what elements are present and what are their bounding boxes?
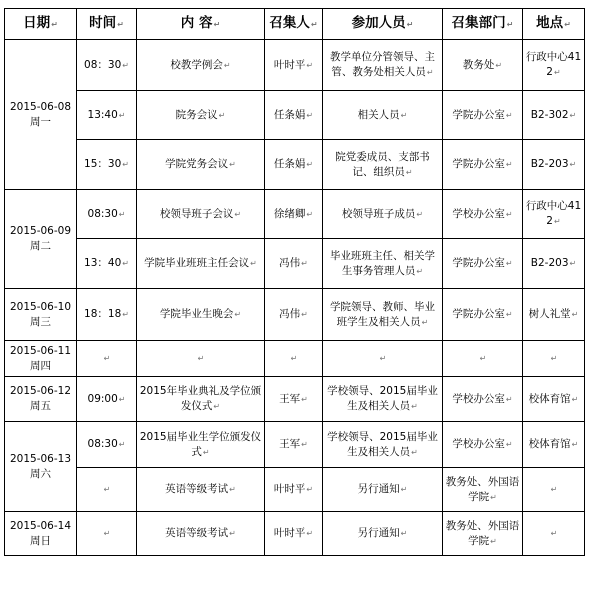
- location-cell: [523, 422, 585, 468]
- table-row: [5, 422, 585, 468]
- time-cell-text: 13:40: [87, 108, 118, 121]
- location-cell: [523, 140, 585, 190]
- header-time: 时间↵: [77, 9, 137, 40]
- dept-cell-text: 学院办公室: [452, 108, 505, 121]
- paragraph-mark-icon: ↵: [495, 60, 503, 70]
- table-row: [5, 341, 585, 377]
- location-cell: [523, 289, 585, 341]
- paragraph-mark-icon: ↵: [479, 354, 487, 363]
- attendees-cell-text: 毕业班班主任、相关学生事务管理人员: [330, 249, 435, 277]
- attendees-cell: [323, 377, 443, 422]
- date-text: 2015-06-11: [9, 344, 72, 357]
- location-cell: [523, 377, 585, 422]
- attendees-cell: [323, 190, 443, 239]
- location-cell-text: 校体育馆: [528, 438, 571, 450]
- date-text: 2015-06-10: [9, 300, 72, 313]
- dept-cell: [443, 190, 523, 239]
- paragraph-mark-icon: ↵: [416, 209, 424, 219]
- content-cell-text: 2015届毕业生学位颁发仪式: [139, 430, 262, 458]
- paragraph-mark-icon: ↵: [306, 110, 314, 120]
- paragraph-mark-icon: ↵: [118, 440, 126, 449]
- paragraph-mark-icon: ↵: [571, 394, 579, 404]
- time-cell: [77, 422, 137, 468]
- paragraph-mark-icon: ↵: [118, 209, 126, 219]
- time-cell: [77, 512, 137, 556]
- attendees-cell-text: 学校领导、2015届毕业生及相关人员: [327, 430, 438, 458]
- time-cell-text: 09:00: [87, 392, 118, 405]
- location-cell-text: 树人礼堂: [528, 308, 571, 320]
- paragraph-mark-icon: ↵: [118, 110, 126, 120]
- paragraph-mark-icon: ↵: [213, 402, 221, 411]
- paragraph-mark-icon: ↵: [122, 259, 129, 268]
- convener-cell: [265, 40, 323, 91]
- paragraph-mark-icon: ↵: [306, 485, 314, 494]
- date-text: 2015-06-13: [9, 452, 72, 465]
- header-content: 内 容↵: [137, 9, 265, 40]
- location-cell-text: 校体育馆: [528, 392, 571, 405]
- paragraph-mark-icon: ↵: [411, 447, 418, 457]
- table-row: [5, 377, 585, 422]
- dept-cell: [443, 140, 523, 190]
- location-cell-text: B2-203: [530, 158, 569, 170]
- dept-cell: [443, 422, 523, 468]
- header-row: [5, 9, 585, 40]
- weekday-text: 周四: [30, 359, 51, 372]
- weekday-text: 周一: [30, 115, 51, 128]
- dept-cell-text: 学校办公室: [452, 392, 505, 405]
- header-location: 地点↵: [523, 9, 585, 40]
- dept-cell: [443, 341, 523, 377]
- table-row: [5, 190, 585, 239]
- paragraph-mark-icon: ↵: [505, 394, 513, 404]
- time-cell: [77, 190, 137, 239]
- dept-cell-text: 学校办公室: [452, 438, 505, 450]
- paragraph-mark-icon: ↵: [197, 354, 205, 363]
- convener-cell-text: 冯伟: [279, 308, 301, 320]
- weekday-text: 周五: [30, 400, 51, 412]
- location-cell-text: 行政中心412: [525, 51, 582, 78]
- paragraph-mark-icon: ↵: [118, 394, 126, 404]
- paragraph-mark-icon: ↵: [416, 266, 424, 276]
- table-row: [5, 468, 585, 512]
- time-cell: [77, 40, 137, 91]
- paragraph-mark-icon: ↵: [553, 217, 561, 226]
- attendees-cell: [323, 341, 443, 377]
- dept-cell-text: 学校办公室: [452, 207, 505, 220]
- date-cell: [5, 512, 77, 556]
- content-cell-text: 英语等级考试: [165, 527, 229, 539]
- paragraph-mark-icon: ↵: [505, 310, 513, 319]
- content-cell-text: 学院毕业生晚会: [159, 308, 234, 320]
- dept-cell-text: 学院办公室: [452, 308, 505, 320]
- date-cell: [5, 422, 77, 512]
- content-cell: [137, 512, 265, 556]
- table-header: [5, 9, 585, 40]
- content-cell: [137, 289, 265, 341]
- paragraph-mark-icon: ↵: [306, 209, 314, 219]
- paragraph-mark-icon: ↵: [306, 160, 314, 169]
- convener-cell: [265, 377, 323, 422]
- attendees-cell: [323, 422, 443, 468]
- dept-cell: [443, 289, 523, 341]
- paragraph-mark-icon: ↵: [411, 402, 418, 411]
- convener-cell-text: 王军: [279, 438, 301, 450]
- date-cell: [5, 377, 77, 422]
- content-cell: [137, 40, 265, 91]
- content-cell-text: 2015年毕业典礼及学位颁发仪式: [139, 385, 262, 412]
- convener-cell: [265, 468, 323, 512]
- attendees-cell-text: 相关人员: [357, 108, 400, 121]
- paragraph-mark-icon: ↵: [301, 440, 308, 449]
- paragraph-mark-icon: ↵: [301, 394, 308, 404]
- convener-cell: [265, 140, 323, 190]
- content-cell: [137, 341, 265, 377]
- convener-cell: [265, 512, 323, 556]
- convener-cell-text: 任条娟: [273, 108, 306, 121]
- attendees-cell: [323, 91, 443, 140]
- paragraph-mark-icon: ↵: [490, 492, 497, 502]
- paragraph-mark-icon: ↵: [505, 259, 513, 268]
- location-cell: [523, 239, 585, 289]
- table-row: [5, 289, 585, 341]
- location-cell-text: B2-203: [530, 257, 569, 269]
- paragraph-mark-icon: ↵: [421, 317, 429, 327]
- convener-cell-text: 叶时平: [273, 483, 306, 495]
- paragraph-mark-icon: ↵: [550, 354, 558, 363]
- content-cell-text: 校领导班子会议: [159, 207, 234, 220]
- paragraph-mark-icon: ↵: [301, 310, 308, 319]
- content-cell: [137, 422, 265, 468]
- convener-cell-text: 叶时平: [273, 527, 306, 539]
- location-cell: [523, 341, 585, 377]
- paragraph-mark-icon: ↵: [306, 60, 314, 70]
- content-cell: [137, 239, 265, 289]
- attendees-cell: [323, 468, 443, 512]
- date-cell: [5, 190, 77, 289]
- paragraph-mark-icon: ↵: [400, 110, 408, 120]
- time-cell-text: 15：30: [84, 158, 122, 170]
- time-cell: [77, 468, 137, 512]
- paragraph-mark-icon: ↵: [569, 110, 577, 120]
- paragraph-mark-icon: ↵: [571, 440, 579, 449]
- weekday-text: 周二: [30, 240, 51, 252]
- dept-cell: [443, 468, 523, 512]
- paragraph-mark-icon: ↵: [122, 60, 129, 70]
- paragraph-mark-icon: ↵: [550, 529, 558, 538]
- dept-cell-text: 学院办公室: [452, 158, 505, 170]
- header-dept: 召集部门↵: [443, 9, 523, 40]
- table-body: [5, 40, 585, 556]
- paragraph-mark-icon: ↵: [122, 310, 129, 319]
- paragraph-mark-icon: ↵: [569, 160, 577, 169]
- time-cell-text: 08:30: [87, 207, 118, 220]
- attendees-cell: [323, 512, 443, 556]
- paragraph-mark-icon: ↵: [505, 160, 513, 169]
- time-cell-text: 18：18: [84, 308, 122, 320]
- paragraph-mark-icon: ↵: [379, 354, 387, 363]
- content-cell-text: 英语等级考试: [165, 483, 229, 495]
- time-cell-text: 08:30: [87, 438, 118, 450]
- convener-cell-text: 叶时平: [273, 58, 306, 71]
- dept-cell: [443, 377, 523, 422]
- paragraph-mark-icon: ↵: [490, 536, 497, 546]
- time-cell: [77, 91, 137, 140]
- table-row: [5, 91, 585, 140]
- paragraph-mark-icon: ↵: [234, 209, 242, 219]
- convener-cell-text: 冯伟: [279, 257, 301, 269]
- table-row: [5, 239, 585, 289]
- content-cell-text: 院务会议: [175, 108, 218, 121]
- attendees-cell-text: 学院领导、教师、毕业班学生及相关人员: [330, 300, 435, 328]
- paragraph-mark-icon: ↵: [229, 160, 236, 169]
- content-cell-text: 校教学例会: [170, 58, 223, 71]
- weekday-text: 周日: [30, 534, 51, 547]
- location-cell-text: 行政中心412: [525, 200, 582, 227]
- date-cell: [5, 289, 77, 341]
- attendees-cell: [323, 239, 443, 289]
- content-cell: [137, 140, 265, 190]
- attendees-cell: [323, 289, 443, 341]
- paragraph-mark-icon: ↵: [505, 209, 513, 219]
- attendees-cell-text: 另行通知: [357, 527, 400, 539]
- header-convener: 召集人↵: [265, 9, 323, 40]
- convener-cell: [265, 341, 323, 377]
- time-cell: [77, 377, 137, 422]
- paragraph-mark-icon: ↵: [250, 259, 257, 268]
- content-cell: [137, 190, 265, 239]
- paragraph-mark-icon: ↵: [103, 354, 111, 363]
- location-cell: [523, 40, 585, 91]
- header-date: 日期↵: [5, 9, 77, 40]
- paragraph-mark-icon: ↵: [229, 529, 236, 538]
- table-row: [5, 40, 585, 91]
- paragraph-mark-icon: ↵: [426, 68, 434, 77]
- date-text: 2015-06-09: [9, 225, 72, 237]
- schedule-table: [4, 8, 585, 556]
- paragraph-mark-icon: ↵: [569, 259, 577, 268]
- content-cell-text: 学院党务会议: [165, 158, 229, 170]
- dept-cell: [443, 239, 523, 289]
- convener-cell: [265, 190, 323, 239]
- paragraph-mark-icon: ↵: [122, 160, 129, 169]
- paragraph-mark-icon: ↵: [103, 529, 111, 538]
- convener-cell: [265, 91, 323, 140]
- dept-cell: [443, 40, 523, 91]
- content-cell: [137, 91, 265, 140]
- paragraph-mark-icon: ↵: [103, 485, 111, 494]
- paragraph-mark-icon: ↵: [571, 310, 579, 319]
- dept-cell-text: 学院办公室: [452, 257, 505, 269]
- location-cell: [523, 190, 585, 239]
- paragraph-mark-icon: ↵: [234, 310, 242, 319]
- table-row: [5, 512, 585, 556]
- paragraph-mark-icon: ↵: [290, 354, 298, 363]
- attendees-cell-text: 院党委成员、支部书记、组织员: [335, 150, 430, 178]
- time-cell: [77, 341, 137, 377]
- attendees-cell: [323, 40, 443, 91]
- attendees-cell-text: 校领导班子成员: [341, 207, 416, 220]
- dept-cell: [443, 512, 523, 556]
- paragraph-mark-icon: ↵: [223, 60, 231, 70]
- attendees-cell: [323, 140, 443, 190]
- date-text: 2015-06-08: [9, 100, 72, 113]
- paragraph-mark-icon: ↵: [400, 485, 408, 494]
- dept-cell: [443, 91, 523, 140]
- time-cell: [77, 289, 137, 341]
- paragraph-mark-icon: ↵: [553, 68, 561, 77]
- table-row: [5, 140, 585, 190]
- paragraph-mark-icon: ↵: [306, 529, 314, 538]
- convener-cell-text: 任条娟: [273, 158, 306, 170]
- paragraph-mark-icon: ↵: [218, 110, 226, 120]
- time-cell-text: 13：40: [84, 257, 122, 269]
- convener-cell: [265, 239, 323, 289]
- date-text: 2015-06-12: [9, 385, 72, 397]
- dept-cell-text: 教务处、外国语学院: [445, 519, 520, 547]
- location-cell-text: B2-302: [530, 108, 569, 121]
- attendees-cell-text: 另行通知: [357, 483, 400, 495]
- paragraph-mark-icon: ↵: [505, 110, 513, 120]
- content-cell: [137, 377, 265, 422]
- time-cell: [77, 140, 137, 190]
- paragraph-mark-icon: ↵: [301, 259, 308, 268]
- paragraph-mark-icon: ↵: [505, 440, 513, 449]
- header-attendees: 参加人员↵: [323, 9, 443, 40]
- content-cell: [137, 468, 265, 512]
- location-cell: [523, 91, 585, 140]
- weekday-text: 周六: [30, 467, 51, 480]
- content-cell-text: 学院毕业班班主任会议: [144, 257, 250, 269]
- location-cell: [523, 512, 585, 556]
- attendees-cell-text: 学校领导、2015届毕业生及相关人员: [327, 385, 438, 412]
- convener-cell: [265, 289, 323, 341]
- convener-cell: [265, 422, 323, 468]
- paragraph-mark-icon: ↵: [405, 167, 413, 177]
- dept-cell-text: 教务处、外国语学院: [445, 475, 520, 503]
- date-cell: [5, 341, 77, 377]
- date-text: 2015-06-14: [9, 519, 72, 532]
- paragraph-mark-icon: ↵: [229, 485, 236, 494]
- dept-cell-text: 教务处: [462, 58, 495, 71]
- paragraph-mark-icon: ↵: [400, 529, 408, 538]
- attendees-cell-text: 教学单位分管领导、主管、教务处相关人员: [330, 51, 435, 78]
- date-cell: [5, 40, 77, 190]
- paragraph-mark-icon: ↵: [202, 447, 210, 457]
- convener-cell-text: 徐绪卿: [273, 207, 306, 220]
- location-cell: [523, 468, 585, 512]
- convener-cell-text: 王军: [279, 392, 301, 405]
- weekday-text: 周三: [30, 315, 51, 328]
- time-cell: [77, 239, 137, 289]
- paragraph-mark-icon: ↵: [550, 485, 558, 494]
- time-cell-text: 08：30: [84, 58, 122, 71]
